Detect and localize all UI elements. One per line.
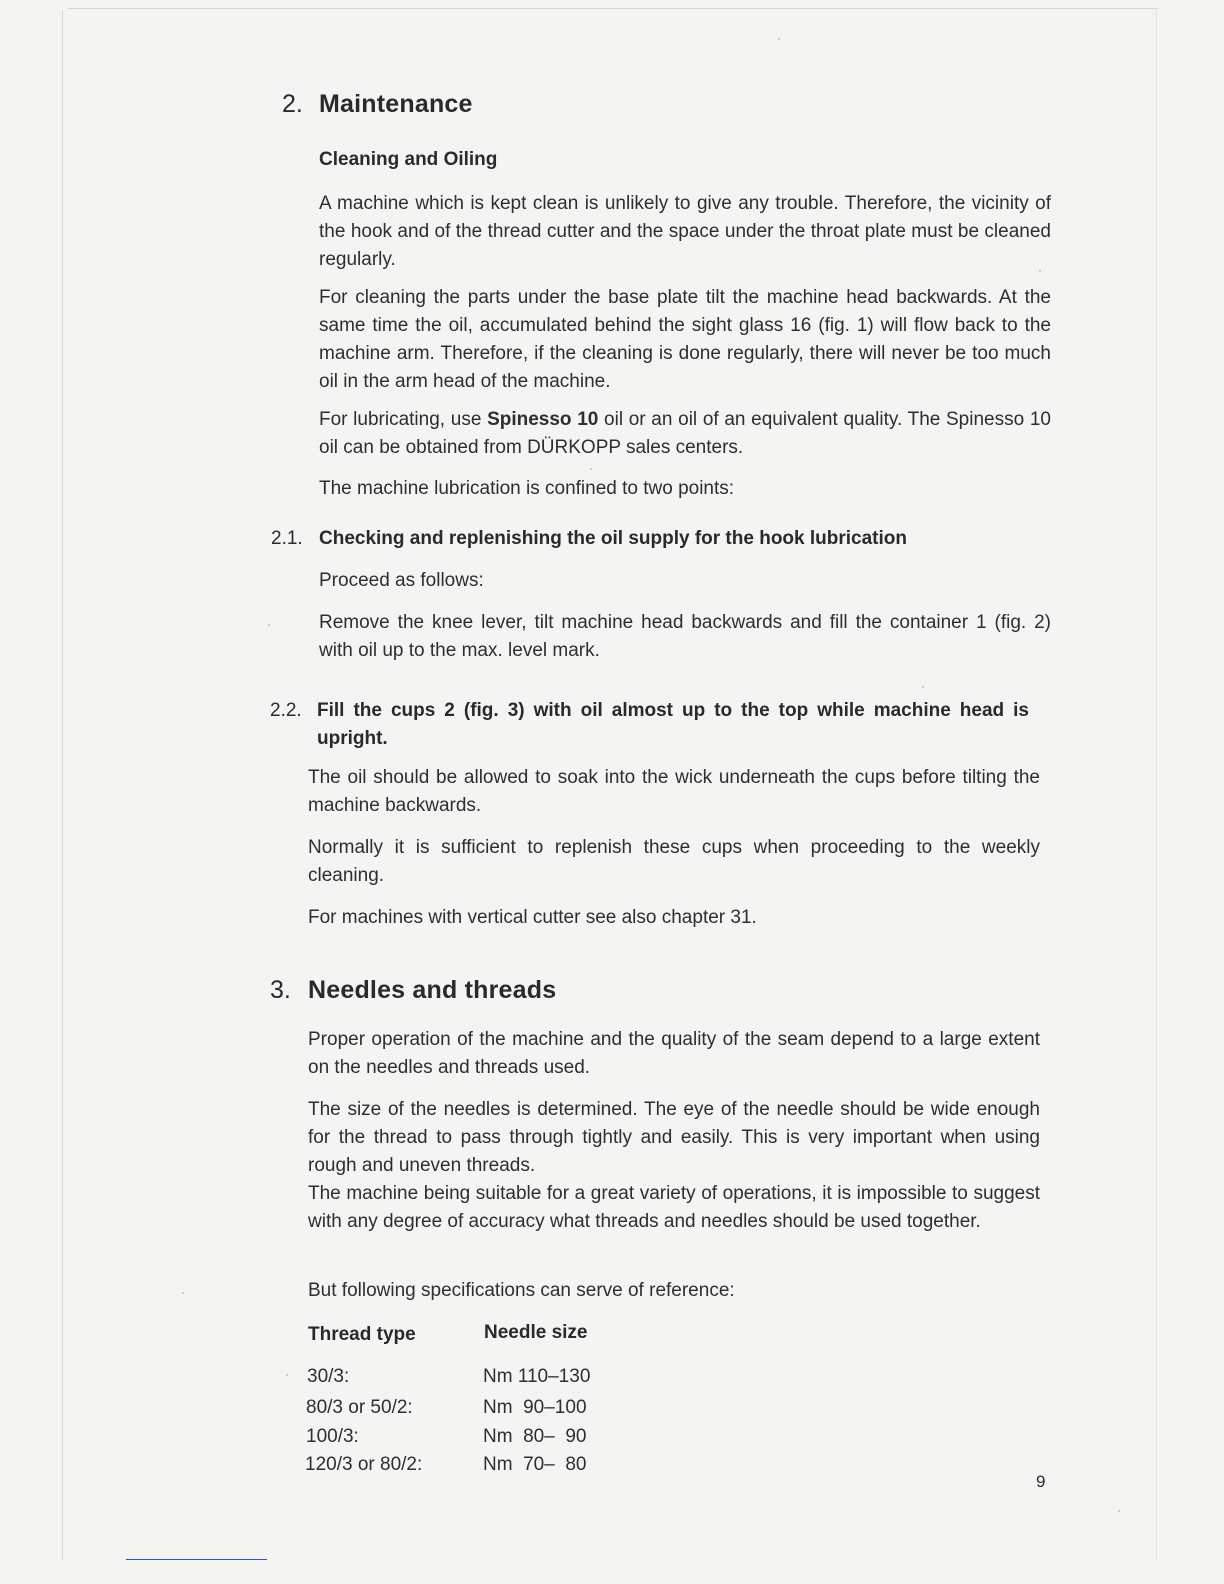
paragraph: For cleaning the parts under the base plate tilt the machine head backwards. At the same time the oil, accumulated behind the sight glass 16 (fig. 1) will flow back to the machine arm. Therefore, if the cleaning is done regularly, there will never be too much oil in the arm head of the machine. xyxy=(319,287,1051,392)
scan-edge-left xyxy=(62,10,63,1560)
section-title: Needles and threads xyxy=(308,976,557,1004)
section-title: Maintenance xyxy=(319,90,473,118)
paragraph: The machine lubrication is confined to two points: xyxy=(319,478,735,499)
subsection-number: 2.1. xyxy=(271,528,303,549)
table-cell-thread: 80/3 or 50/2: xyxy=(306,1397,413,1418)
scan-speck xyxy=(1118,1510,1120,1512)
table-cell-needle: Nm 80– 90 xyxy=(483,1426,587,1447)
table-cell-needle: Nm 90–100 xyxy=(483,1397,587,1418)
table-cell-needle: Nm 70– 80 xyxy=(483,1454,587,1475)
paragraph: Normally it is sufficient to replenish these cups when proceeding to the weekly cleaning. xyxy=(308,837,1040,886)
scan-speck xyxy=(922,686,924,688)
table-header-needle-size: Needle size xyxy=(484,1322,588,1343)
text-run: For lubricating, use xyxy=(319,409,488,430)
scan-speck xyxy=(286,1374,288,1376)
product-name: Spinesso 10 xyxy=(487,409,599,430)
subsection-title: Cleaning and Oiling xyxy=(319,149,498,170)
paragraph: The oil should be allowed to soak into the wick underneath the cups before tilting the machine backwards. xyxy=(308,767,1040,816)
scan-edge-right xyxy=(1156,10,1157,1560)
scan-speck xyxy=(778,38,780,40)
table-cell-thread: 100/3: xyxy=(306,1426,359,1447)
scan-speck xyxy=(590,468,592,470)
paragraph: Proceed as follows: xyxy=(319,570,484,591)
scan-edge-top xyxy=(68,8,1158,9)
subsection-title: Fill the cups 2 (fig. 3) with oil almost up to the top while machine head is upright. xyxy=(317,700,1029,749)
page-number: 9 xyxy=(1036,1472,1046,1491)
table-cell-thread: 120/3 or 80/2: xyxy=(305,1454,423,1475)
section-number: 2. xyxy=(282,90,303,118)
table-header-thread-type: Thread type xyxy=(308,1324,416,1345)
paragraph xyxy=(319,406,1051,462)
scan-edge-mark xyxy=(126,1559,267,1560)
paragraph: The size of the needles is determined. The eye of the needle should be wide enough for the thread to pass through tightly and easily. This is very important when using rough and uneven threads. xyxy=(308,1099,1040,1176)
paragraph: Remove the knee lever, tilt machine head backwards and fill the container 1 (fig. 2) with oil up to the max. level mark. xyxy=(319,612,1051,661)
paragraph: The machine being suitable for a great variety of operations, it is impossible to suggest with any degree of accuracy what threads and needles should be used together. xyxy=(308,1183,1040,1232)
paragraph: For machines with vertical cutter see also chapter 31. xyxy=(308,907,757,928)
paragraph: A machine which is kept clean is unlikely to give any trouble. Therefore, the vicinity of the hook and of the thread cutter and the space under the throat plate must be cleaned regularly. xyxy=(319,193,1051,270)
section-number: 3. xyxy=(270,976,291,1004)
subsection-title: Checking and replenishing the oil supply for the hook lubrication xyxy=(319,528,907,549)
paragraph: Proper operation of the machine and the quality of the seam depend to a large extent on the needles and threads used. xyxy=(308,1029,1040,1078)
scan-speck xyxy=(182,1292,184,1294)
subsection-number: 2.2. xyxy=(270,700,302,721)
table-cell-needle: Nm 110–130 xyxy=(483,1366,591,1387)
paragraph: But following specifications can serve of reference: xyxy=(308,1280,735,1301)
scan-speck xyxy=(268,624,270,626)
text-run: oil or an oil of an equivalent quality. The Spinesso 10 oil can be obtained from DÜRKOPP sales centers. xyxy=(319,409,1051,458)
table-cell-thread: 30/3: xyxy=(307,1366,350,1387)
